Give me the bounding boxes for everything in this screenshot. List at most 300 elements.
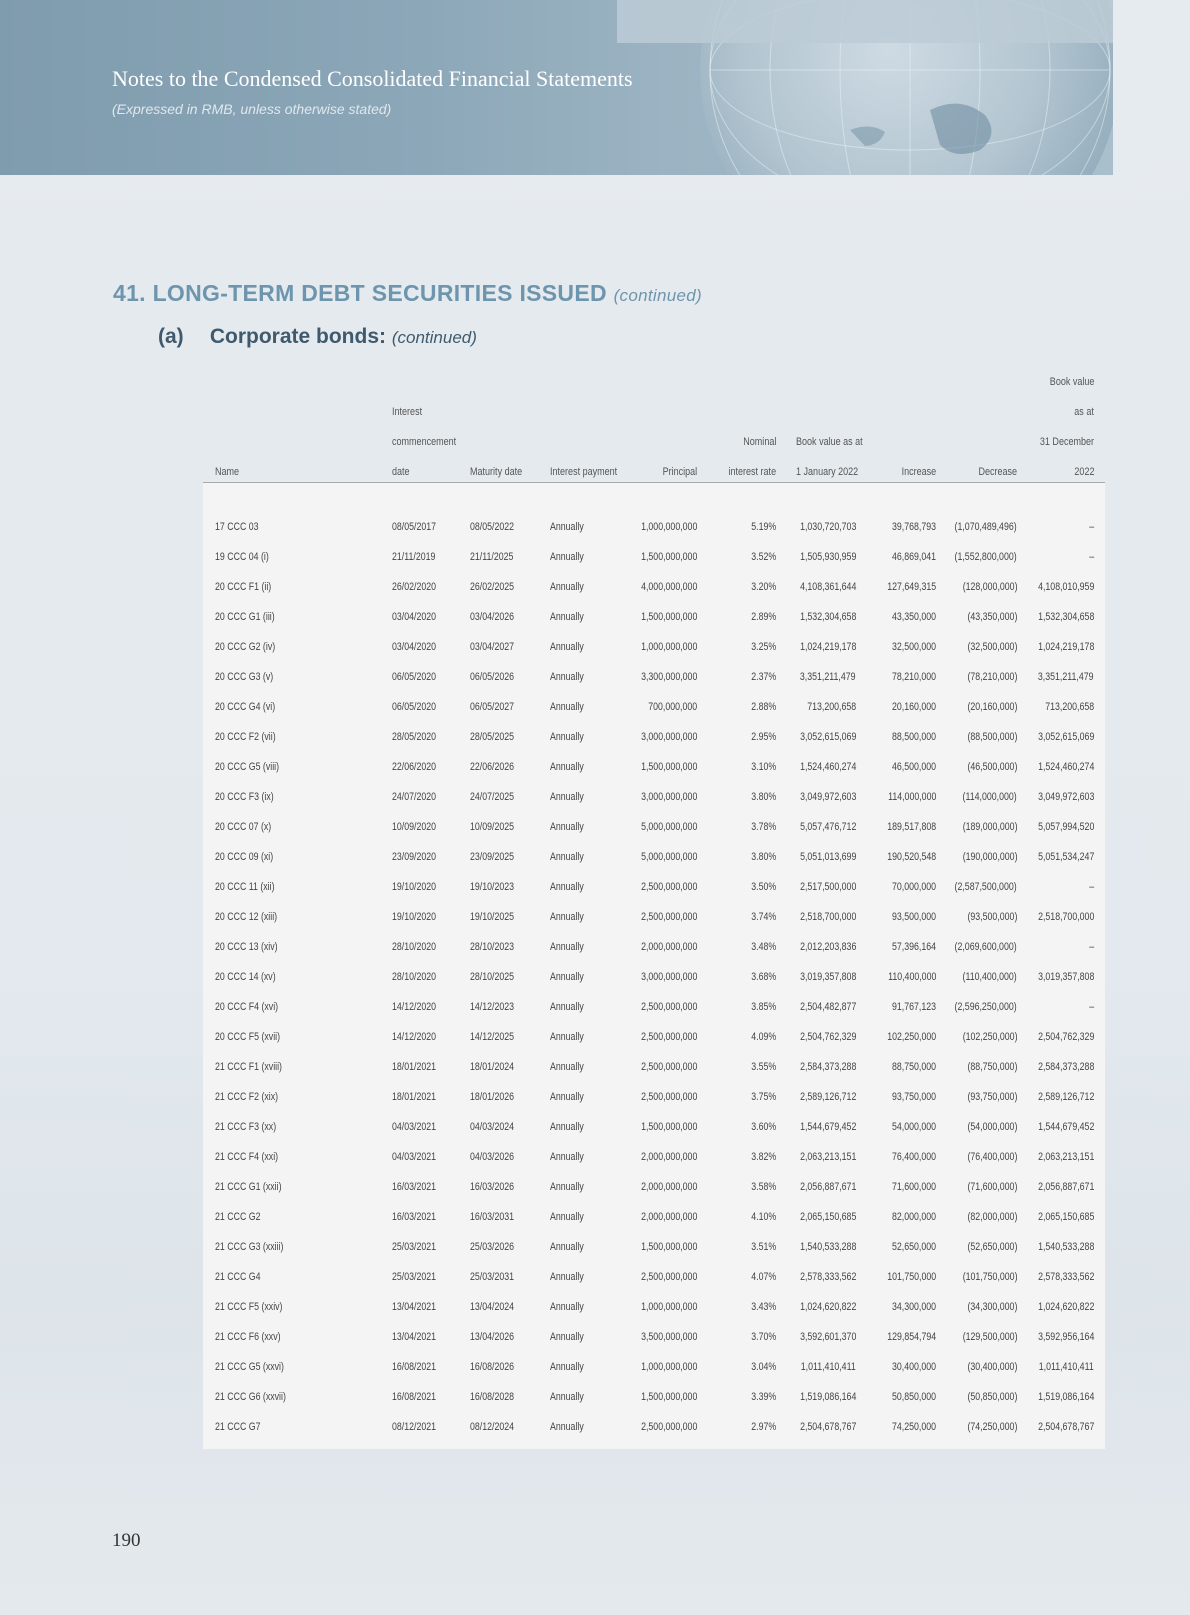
cell-decrease: (128,000,000) [962,581,1017,593]
cell-commencement: 03/04/2020 [392,641,437,653]
subsection-letter: (a) [158,325,184,348]
cell-bv-start: 3,351,211,479 [800,671,856,683]
cell-increase: 88,500,000 [891,731,936,743]
cell-maturity: 21/11/2025 [470,551,514,563]
cell-bv-start: 2,065,150,685 [799,1211,856,1223]
cell-payment: Annually [550,1421,584,1433]
cell-maturity: 19/10/2023 [470,881,515,893]
cell-rate: 3.55% [751,1061,776,1073]
cell-payment: Annually [550,1271,584,1283]
cell-increase: 88,750,000 [891,1061,936,1073]
cell-bv-end: 1,532,304,658 [1037,611,1094,623]
cell-name: 20 CCC F1 (ii) [215,581,272,593]
banner-top-strip [617,0,1113,43]
cell-principal: 2,500,000,000 [640,1061,697,1073]
header-commencement-line1: Interest [392,406,423,418]
cell-payment: Annually [550,1211,584,1223]
cell-rate: 3.43% [751,1301,776,1313]
cell-payment: Annually [550,851,584,863]
cell-decrease: (50,850,000) [967,1391,1017,1403]
cell-payment: Annually [550,761,584,773]
header-principal: Principal [662,466,697,478]
header-commencement-line3: date [392,466,410,478]
cell-payment: Annually [550,1001,584,1013]
cell-rate: 5.19% [751,521,776,533]
cell-increase: 30,400,000 [891,1361,936,1373]
cell-principal: 1,500,000,000 [640,1241,697,1253]
cell-commencement: 28/05/2020 [392,731,437,743]
cell-bv-start: 1,505,930,959 [799,551,856,563]
cell-principal: 2,000,000,000 [640,941,697,953]
cell-increase: 101,750,000 [887,1271,936,1283]
table-row [203,663,1105,693]
cell-payment: Annually [550,1361,584,1373]
cell-bv-start: 3,052,615,069 [799,731,856,743]
cell-commencement: 24/07/2020 [392,791,437,803]
cell-maturity: 08/05/2022 [470,521,515,533]
cell-bv-start: 2,056,887,671 [799,1181,856,1193]
cell-principal: 3,300,000,000 [640,671,697,683]
cell-commencement: 25/03/2021 [392,1271,437,1283]
cell-commencement: 19/10/2020 [392,881,437,893]
header-bv-start-line1: Book value as at [796,436,863,448]
cell-increase: 50,850,000 [891,1391,936,1403]
cell-payment: Annually [550,911,584,923]
cell-name: 20 CCC 11 (xii) [215,881,275,893]
cell-principal: 5,000,000,000 [640,851,697,863]
table-row [203,843,1105,873]
cell-decrease: (54,000,000) [967,1121,1017,1133]
cell-bv-start: 2,589,126,712 [799,1091,856,1103]
cell-bv-end: 1,024,219,178 [1037,641,1094,653]
cell-payment: Annually [550,881,584,893]
cell-bv-end: 2,584,373,288 [1037,1061,1094,1073]
cell-principal: 2,500,000,000 [640,1001,697,1013]
table-row [203,1233,1105,1263]
cell-bv-start: 2,504,762,329 [799,1031,856,1043]
cell-commencement: 04/03/2021 [392,1121,437,1133]
cell-principal: 2,000,000,000 [640,1151,697,1163]
cell-maturity: 03/04/2026 [470,611,515,623]
cell-decrease: (1,070,489,496) [954,521,1017,533]
cell-principal: 1,500,000,000 [640,1391,697,1403]
table-row [203,1173,1105,1203]
cell-bv-start: 1,519,086,164 [799,1391,856,1403]
cell-bv-end: – [1089,881,1094,893]
cell-commencement: 23/09/2020 [392,851,437,863]
cell-name: 21 CCC F2 (xix) [215,1091,279,1103]
banner-subtitle: (Expressed in RMB, unless otherwise stated) [112,101,392,117]
cell-maturity: 28/10/2025 [470,971,515,983]
cell-maturity: 16/03/2026 [470,1181,515,1193]
cell-principal: 3,000,000,000 [640,971,697,983]
cell-increase: 78,210,000 [891,671,936,683]
cell-bv-start: 4,108,361,644 [799,581,856,593]
cell-bv-end: – [1089,941,1094,953]
cell-bv-start: 1,540,533,288 [799,1241,856,1253]
cell-name: 21 CCC G7 [215,1421,261,1433]
cell-rate: 2.37% [751,671,776,683]
cell-bv-start: 2,518,700,000 [799,911,856,923]
cell-rate: 3.68% [751,971,776,983]
cell-name: 20 CCC F3 (ix) [215,791,274,803]
cell-decrease: (43,350,000) [967,611,1017,623]
cell-increase: 71,600,000 [891,1181,936,1193]
cell-commencement: 22/06/2020 [392,761,437,773]
cell-decrease: (30,400,000) [967,1361,1017,1373]
cell-bv-end: 2,065,150,685 [1037,1211,1094,1223]
cell-bv-start: 2,578,333,562 [799,1271,856,1283]
cell-name: 20 CCC F5 (xvii) [215,1031,281,1043]
cell-name: 21 CCC F6 (xxv) [215,1331,281,1343]
cell-decrease: (71,600,000) [967,1181,1017,1193]
cell-principal: 2,500,000,000 [640,1271,697,1283]
cell-rate: 3.52% [751,551,776,563]
cell-bv-start: 1,030,720,703 [799,521,856,533]
table-row [203,633,1105,663]
cell-name: 20 CCC 12 (xiii) [215,911,278,923]
cell-name: 21 CCC F1 (xviii) [215,1061,282,1073]
cell-increase: 20,160,000 [891,701,936,713]
cell-increase: 93,750,000 [891,1091,936,1103]
header-banner [0,0,1113,175]
cell-commencement: 26/02/2020 [392,581,437,593]
cell-increase: 46,500,000 [891,761,936,773]
cell-principal: 4,000,000,000 [640,581,697,593]
cell-payment: Annually [550,1241,584,1253]
cell-bv-start: 1,011,410,411 [801,1361,856,1373]
table-row [203,513,1105,543]
header-decrease: Decrease [978,466,1017,478]
cell-decrease: (129,500,000) [962,1331,1017,1343]
cell-increase: 52,650,000 [891,1241,936,1253]
cell-principal: 3,500,000,000 [640,1331,697,1343]
table-row [203,1053,1105,1083]
cell-payment: Annually [550,521,584,533]
cell-payment: Annually [550,701,584,713]
cell-maturity: 06/05/2027 [470,701,515,713]
cell-decrease: (88,750,000) [967,1061,1017,1073]
cell-payment: Annually [550,641,584,653]
cell-commencement: 14/12/2020 [392,1031,437,1043]
table-row [203,963,1105,993]
cell-bv-start: 1,024,219,178 [799,641,856,653]
cell-bv-start: 2,517,500,000 [799,881,856,893]
cell-decrease: (114,000,000) [962,791,1017,803]
cell-name: 21 CCC G2 [215,1211,261,1223]
cell-rate: 3.20% [751,581,776,593]
cell-bv-end: 2,518,700,000 [1037,911,1094,923]
cell-commencement: 13/04/2021 [392,1331,437,1343]
cell-bv-start: 2,063,213,151 [799,1151,856,1163]
cell-principal: 3,000,000,000 [640,791,697,803]
cell-decrease: (78,210,000) [967,671,1017,683]
table-row [203,1143,1105,1173]
cell-rate: 3.10% [751,761,776,773]
cell-bv-end: 3,019,357,808 [1037,971,1094,983]
cell-bv-start: 3,019,357,808 [799,971,856,983]
cell-increase: 57,396,164 [891,941,936,953]
cell-maturity: 28/10/2023 [470,941,515,953]
cell-principal: 2,500,000,000 [640,1091,697,1103]
cell-principal: 2,000,000,000 [640,1211,697,1223]
cell-increase: 54,000,000 [891,1121,936,1133]
cell-name: 17 CCC 03 [215,521,259,533]
cell-decrease: (102,250,000) [962,1031,1017,1043]
cell-name: 20 CCC F2 (vii) [215,731,276,743]
cell-increase: 82,000,000 [891,1211,936,1223]
cell-bv-end: 2,578,333,562 [1037,1271,1094,1283]
cell-increase: 102,250,000 [887,1031,936,1043]
cell-increase: 110,400,000 [887,971,936,983]
cell-name: 20 CCC G3 (v) [215,671,274,683]
cell-commencement: 03/04/2020 [392,611,437,623]
cell-rate: 2.88% [751,701,776,713]
cell-bv-start: 1,544,679,452 [799,1121,856,1133]
cell-principal: 2,500,000,000 [640,1421,697,1433]
cell-decrease: (52,650,000) [967,1241,1017,1253]
cell-increase: 34,300,000 [891,1301,936,1313]
cell-bv-start: 713,200,658 [807,701,856,713]
cell-maturity: 03/04/2027 [470,641,515,653]
table-row [203,693,1105,723]
cell-name: 21 CCC G3 (xxiii) [215,1241,284,1253]
cell-maturity: 13/04/2024 [470,1301,515,1313]
table-row [203,1353,1105,1383]
table-row [203,993,1105,1023]
cell-principal: 1,000,000,000 [640,1301,697,1313]
cell-name: 20 CCC G2 (iv) [215,641,276,653]
cell-maturity: 18/01/2026 [470,1091,515,1103]
cell-increase: 127,649,315 [887,581,936,593]
cell-decrease: (2,596,250,000) [954,1001,1017,1013]
cell-payment: Annually [550,1091,584,1103]
cell-rate: 3.70% [751,1331,776,1343]
cell-principal: 2,000,000,000 [640,1181,697,1193]
subsection-continued: (continued) [391,328,477,347]
cell-payment: Annually [550,671,584,683]
cell-bv-end: 1,024,620,822 [1037,1301,1094,1313]
cell-decrease: (110,400,000) [962,971,1017,983]
cell-principal: 5,000,000,000 [640,821,697,833]
cell-rate: 3.48% [751,941,776,953]
bonds-table [203,483,1105,1449]
cell-increase: 93,500,000 [891,911,936,923]
cell-principal: 1,500,000,000 [640,761,697,773]
cell-increase: 114,000,000 [887,791,936,803]
cell-bv-end: 713,200,658 [1045,701,1094,713]
cell-payment: Annually [550,731,584,743]
table-header [203,370,1105,482]
cell-maturity: 23/09/2025 [470,851,515,863]
cell-bv-end: 2,056,887,671 [1037,1181,1094,1193]
cell-principal: 1,500,000,000 [640,551,697,563]
cell-maturity: 04/03/2024 [470,1121,515,1133]
cell-increase: 190,520,548 [887,851,936,863]
cell-increase: 74,250,000 [891,1421,936,1433]
cell-payment: Annually [550,1151,584,1163]
table-row [203,1263,1105,1293]
table-row [203,723,1105,753]
cell-payment: Annually [550,821,584,833]
header-maturity: Maturity date [470,466,523,478]
cell-name: 20 CCC 14 (xv) [215,971,276,983]
cell-maturity: 19/10/2025 [470,911,515,923]
cell-name: 21 CCC G5 (xxvi) [215,1361,284,1373]
cell-name: 21 CCC F3 (xx) [215,1121,277,1133]
cell-commencement: 21/11/2019 [392,551,436,563]
cell-increase: 76,400,000 [891,1151,936,1163]
cell-name: 21 CCC G4 [215,1271,261,1283]
page-number: 190 [112,1530,141,1551]
header-increase: Increase [901,466,936,478]
cell-payment: Annually [550,611,584,623]
cell-decrease: (76,400,000) [967,1151,1017,1163]
cell-rate: 2.95% [751,731,776,743]
cell-payment: Annually [550,1391,584,1403]
cell-bv-end: – [1089,1001,1094,1013]
cell-maturity: 04/03/2026 [470,1151,515,1163]
cell-maturity: 06/05/2026 [470,671,515,683]
cell-maturity: 08/12/2024 [470,1421,515,1433]
cell-payment: Annually [550,941,584,953]
cell-increase: 91,767,123 [891,1001,936,1013]
cell-maturity: 18/01/2024 [470,1061,515,1073]
cell-name: 21 CCC F4 (xxi) [215,1151,279,1163]
cell-decrease: (101,750,000) [962,1271,1017,1283]
cell-payment: Annually [550,1031,584,1043]
cell-increase: 43,350,000 [891,611,936,623]
cell-maturity: 26/02/2025 [470,581,515,593]
cell-maturity: 16/03/2031 [470,1211,515,1223]
header-payment: Interest payment [550,466,618,478]
cell-rate: 3.80% [751,851,776,863]
table-row [203,1203,1105,1233]
cell-bv-end: – [1089,551,1094,563]
cell-rate: 4.07% [751,1271,776,1283]
table-row [203,1323,1105,1353]
cell-increase: 32,500,000 [891,641,936,653]
cell-increase: 39,768,793 [891,521,936,533]
cell-decrease: (93,750,000) [967,1091,1017,1103]
table-row [203,783,1105,813]
table-row [203,813,1105,843]
cell-maturity: 25/03/2026 [470,1241,515,1253]
cell-increase: 129,854,794 [887,1331,936,1343]
header-commencement-line2: commencement [392,436,457,448]
cell-bv-end: 5,057,994,520 [1037,821,1094,833]
cell-bv-end: 3,592,956,164 [1037,1331,1094,1343]
cell-commencement: 19/10/2020 [392,911,437,923]
cell-commencement: 06/05/2020 [392,701,437,713]
cell-decrease: (2,069,600,000) [954,941,1017,953]
cell-bv-end: 2,504,762,329 [1037,1031,1094,1043]
cell-name: 20 CCC F4 (xvi) [215,1001,279,1013]
cell-decrease: (93,500,000) [967,911,1017,923]
table-row [203,1383,1105,1413]
section-continued: (continued) [613,286,702,305]
cell-rate: 3.04% [751,1361,776,1373]
cell-maturity: 22/06/2026 [470,761,515,773]
cell-bv-end: 1,544,679,452 [1037,1121,1094,1133]
cell-maturity: 10/09/2025 [470,821,515,833]
cell-payment: Annually [550,1181,584,1193]
cell-bv-start: 2,504,678,767 [799,1421,856,1433]
cell-rate: 2.97% [751,1421,776,1433]
cell-decrease: (1,552,800,000) [954,551,1017,563]
header-rate-line1: Nominal [742,436,776,448]
cell-rate: 3.39% [751,1391,776,1403]
cell-principal: 3,000,000,000 [640,731,697,743]
cell-rate: 3.58% [751,1181,776,1193]
cell-bv-end: – [1089,521,1094,533]
cell-commencement: 06/05/2020 [392,671,437,683]
cell-rate: 4.09% [751,1031,776,1043]
banner-title: Notes to the Condensed Consolidated Financial Statements [112,66,633,91]
cell-maturity: 16/08/2028 [470,1391,515,1403]
table-row [203,1023,1105,1053]
cell-rate: 3.75% [751,1091,776,1103]
cell-bv-start: 2,504,482,877 [799,1001,856,1013]
cell-principal: 700,000,000 [648,701,697,713]
cell-bv-start: 3,049,972,603 [799,791,856,803]
cell-principal: 1,000,000,000 [640,1361,697,1373]
cell-payment: Annually [550,791,584,803]
cell-commencement: 18/01/2021 [392,1061,437,1073]
cell-rate: 4.10% [751,1211,776,1223]
cell-commencement: 28/10/2020 [392,971,437,983]
cell-payment: Annually [550,581,584,593]
cell-maturity: 24/07/2025 [470,791,515,803]
cell-rate: 3.78% [751,821,776,833]
cell-decrease: (32,500,000) [967,641,1017,653]
cell-bv-end: 3,052,615,069 [1037,731,1094,743]
cell-payment: Annually [550,551,584,563]
cell-commencement: 28/10/2020 [392,941,437,953]
cell-bv-end: 2,589,126,712 [1037,1091,1094,1103]
cell-name: 20 CCC G5 (viii) [215,761,280,773]
cell-bv-start: 2,584,373,288 [799,1061,856,1073]
cell-bv-end: 1,540,533,288 [1037,1241,1094,1253]
cell-commencement: 16/03/2021 [392,1211,437,1223]
table-row [203,1083,1105,1113]
cell-commencement: 04/03/2021 [392,1151,437,1163]
cell-rate: 3.74% [751,911,776,923]
cell-principal: 1,500,000,000 [640,611,697,623]
cell-principal: 1,000,000,000 [640,641,697,653]
cell-payment: Annually [550,1061,584,1073]
cell-commencement: 18/01/2021 [392,1091,437,1103]
cell-bv-end: 1,524,460,274 [1037,761,1094,773]
cell-bv-start: 5,057,476,712 [799,821,856,833]
header-rate-line2: interest rate [728,466,776,478]
cell-name: 20 CCC G4 (vi) [215,701,276,713]
table-row [203,1413,1105,1443]
cell-name: 20 CCC G1 (iii) [215,611,275,623]
cell-decrease: (189,000,000) [962,821,1017,833]
header-bv-end-line4: 2022 [1073,466,1094,478]
cell-decrease: (20,160,000) [967,701,1017,713]
cell-bv-end: 2,504,678,767 [1037,1421,1094,1433]
cell-commencement: 16/08/2021 [392,1361,437,1373]
cell-bv-end: 1,519,086,164 [1037,1391,1094,1403]
cell-principal: 2,500,000,000 [640,911,697,923]
cell-decrease: (82,000,000) [967,1211,1017,1223]
cell-commencement: 08/12/2021 [392,1421,437,1433]
table-row [203,1113,1105,1143]
cell-decrease: (46,500,000) [967,761,1017,773]
cell-bv-start: 1,532,304,658 [799,611,856,623]
